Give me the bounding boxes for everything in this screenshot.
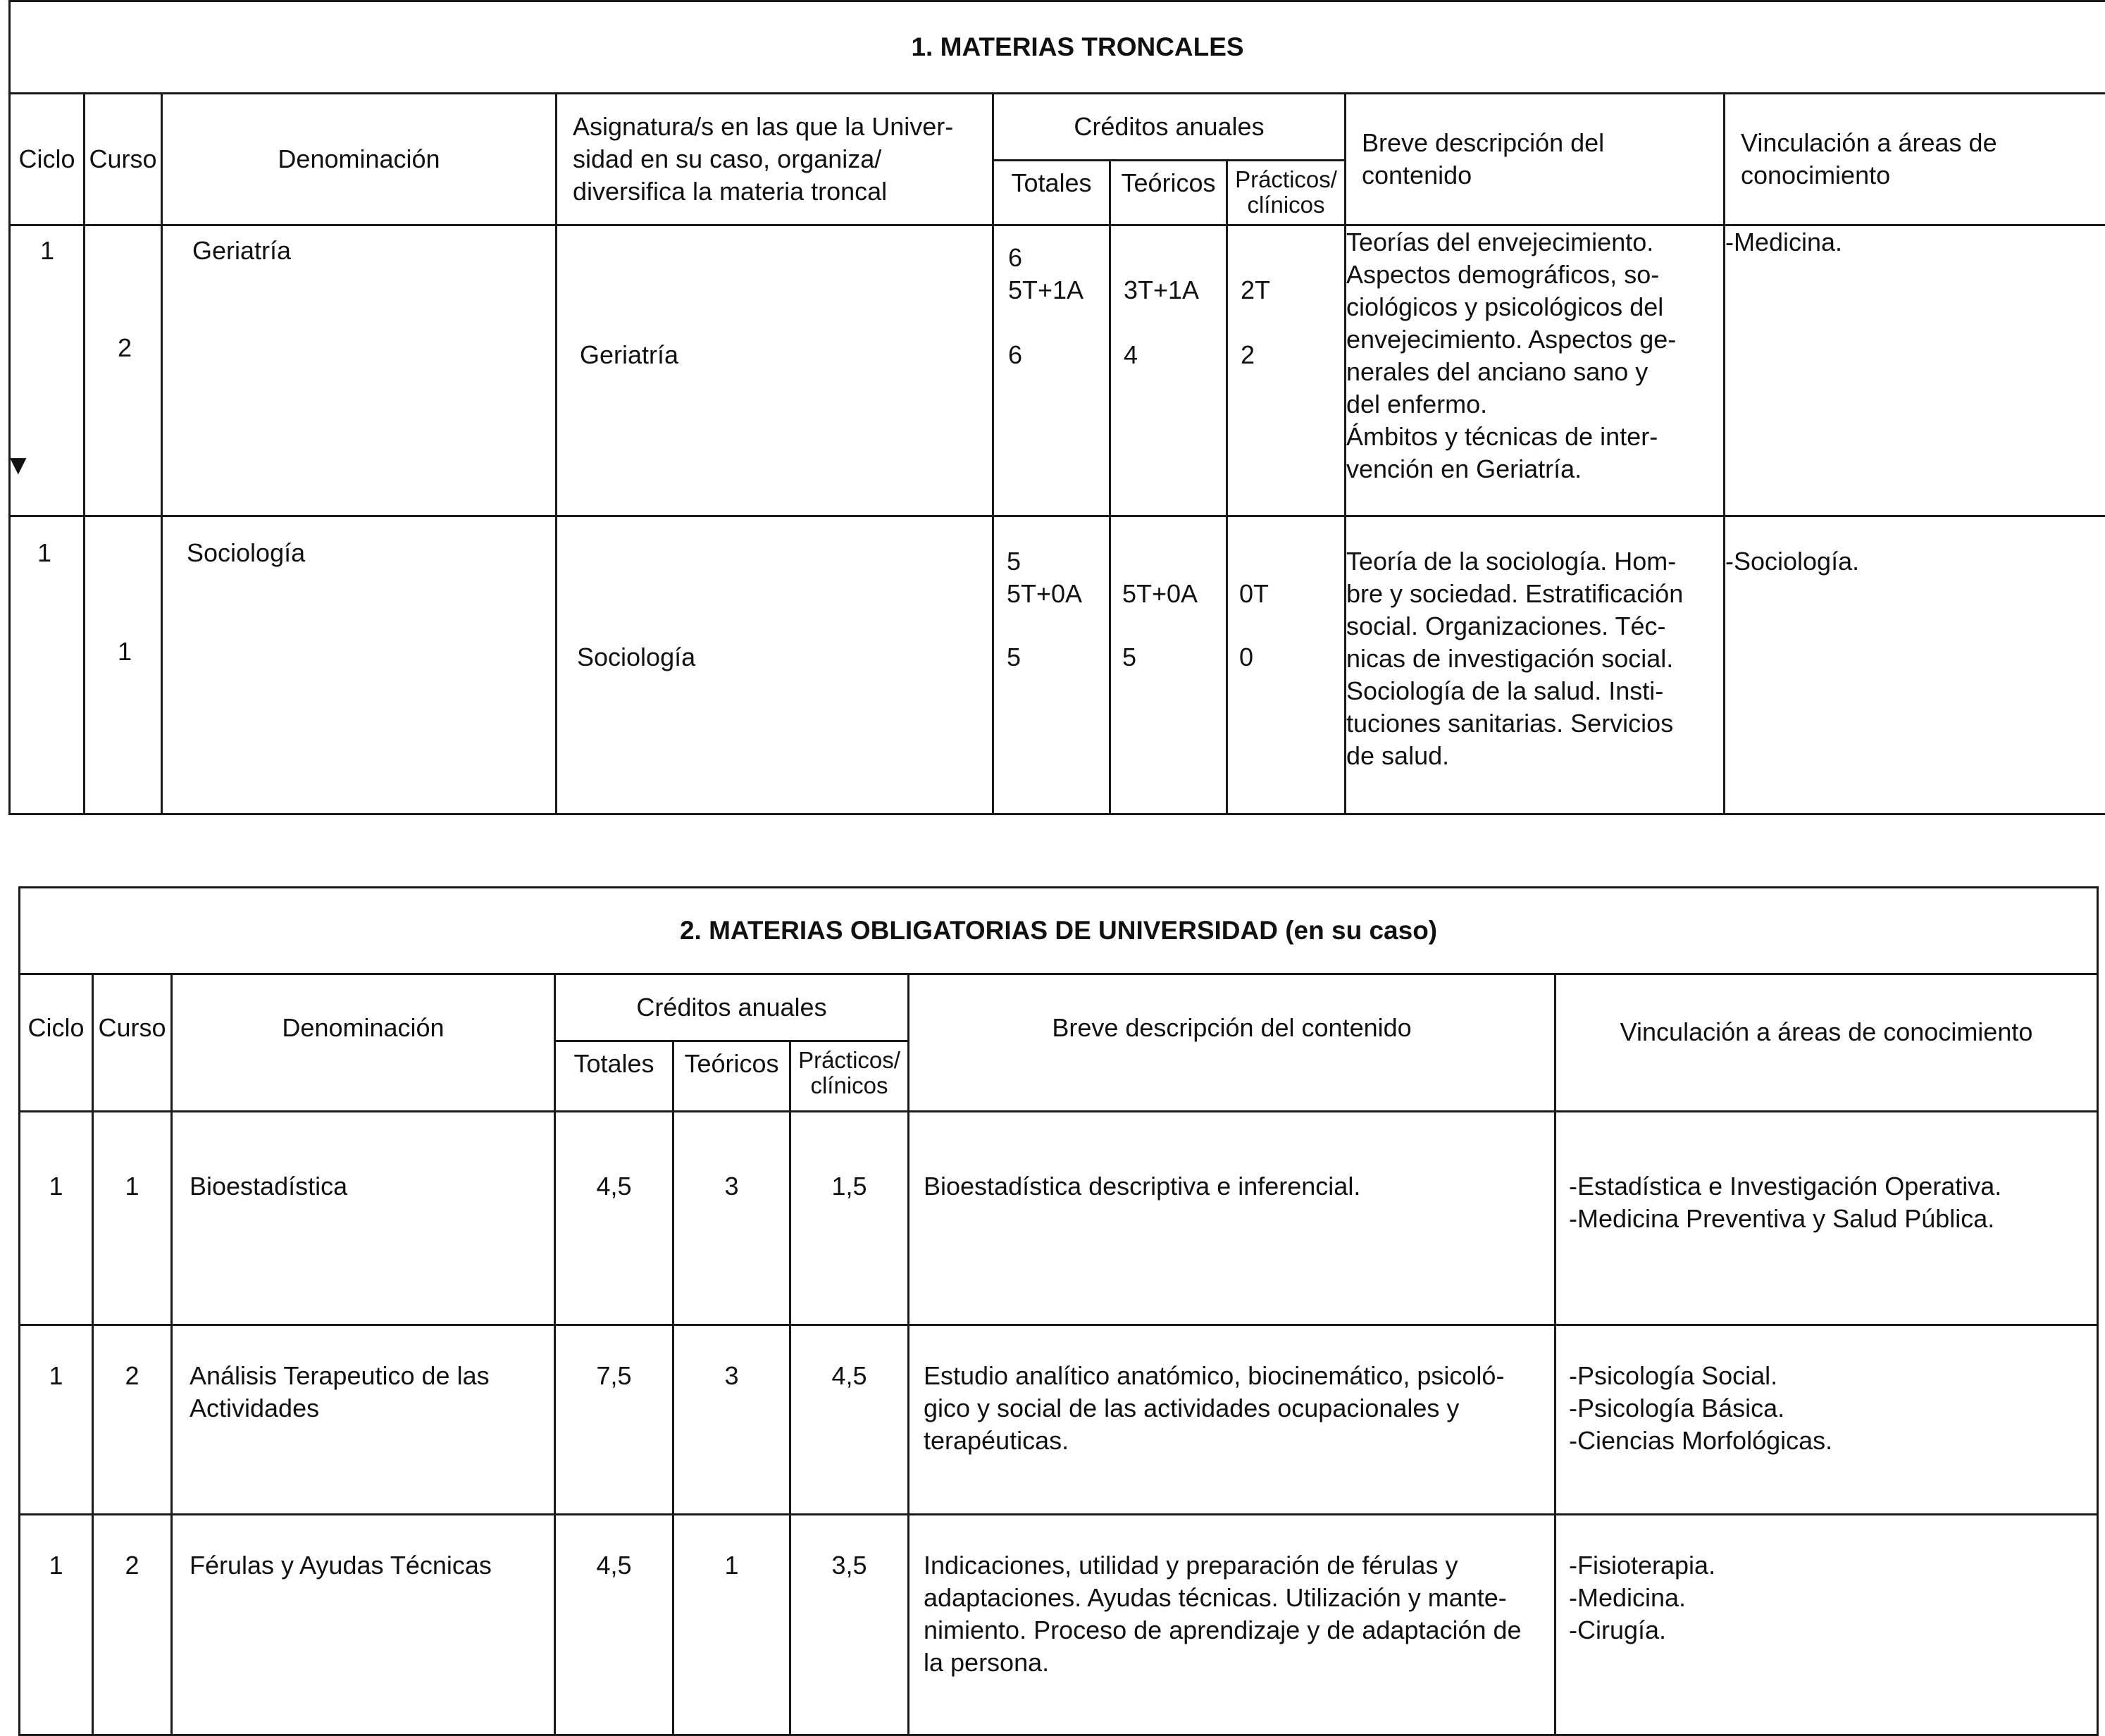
table-row <box>10 516 2105 814</box>
cell-totales: 6 5T+1A 6 <box>993 225 1110 516</box>
cell-descripcion: Indicaciones, utilidad y preparación de férulas y adaptaciones. Ayudas técnicas. Utilización y mante- nimiento. Proceso de aprendizaje y de adaptación de la persona. <box>909 1515 1556 1735</box>
margin-arrow-mark: ▼ <box>4 451 32 479</box>
table-row <box>20 1112 2098 1325</box>
cell-descripcion: Estudio analítico anatómico, biocinemático, psicoló- gico y social de las actividades ocupacionales y terapéuticas. <box>909 1325 1556 1515</box>
cell-totales: 7,5 <box>555 1325 673 1515</box>
cell-practicos: 0T 0 <box>1227 516 1346 814</box>
table1-title: 1. MATERIAS TRONCALES <box>10 1 2105 94</box>
cell-asignatura: Sociología <box>557 516 993 814</box>
header-totales: Totales <box>993 161 1110 225</box>
header-curso: Curso <box>93 974 172 1112</box>
cell-teoricos: 3T+1A 4 <box>1110 225 1227 516</box>
cell-practicos: 3,5 <box>790 1515 909 1735</box>
header-practicos: Prácticos/ clínicos <box>1227 161 1346 225</box>
header-practicos: Prácticos/ clínicos <box>790 1041 909 1112</box>
cell-denominacion: Sociología <box>162 516 557 814</box>
header-ciclo: Ciclo <box>20 974 93 1112</box>
cell-practicos: 4,5 <box>790 1325 909 1515</box>
cell-totales: 5 5T+0A 5 <box>993 516 1110 814</box>
cell-curso: 1 <box>93 1112 172 1325</box>
cell-practicos: 1,5 <box>790 1112 909 1325</box>
header-denominacion: Denominación <box>172 974 555 1112</box>
cell-descripcion: Bioestadística descriptiva e inferencial. <box>909 1112 1556 1325</box>
cell-vinculacion: -Sociología. <box>1725 516 2105 814</box>
cell-teoricos: 3 <box>673 1325 790 1515</box>
header-teoricos: Teóricos <box>673 1041 790 1112</box>
cell-ciclo: 1 <box>20 1112 93 1325</box>
header-curso: Curso <box>85 94 162 225</box>
header-vinculacion: Vinculación a áreas de conocimiento <box>1556 974 2098 1112</box>
cell-totales: 4,5 <box>555 1112 673 1325</box>
materias-obligatorias-table <box>18 886 2099 1736</box>
cell-practicos: 2T 2 <box>1227 225 1346 516</box>
cell-vinculacion: -Estadística e Investigación Operativa. -Medicina Preventiva y Salud Pública. <box>1556 1112 2098 1325</box>
table2-title: 2. MATERIAS OBLIGATORIAS DE UNIVERSIDAD (en su caso) <box>20 888 2098 974</box>
table-row <box>20 1515 2098 1735</box>
cell-denominacion: Bioestadística <box>172 1112 555 1325</box>
header-totales: Totales <box>555 1041 673 1112</box>
header-descripcion: Breve descripción del contenido <box>1346 94 1725 225</box>
cell-totales: 4,5 <box>555 1515 673 1735</box>
cell-vinculacion: -Medicina. <box>1725 225 2105 516</box>
cell-curso: 2 <box>93 1325 172 1515</box>
cell-curso: 2 <box>93 1515 172 1735</box>
cell-descripcion: Teoría de la sociología. Hom- bre y sociedad. Estratificación social. Organizaciones. Téc- nicas de investigación social. Sociología de la salud. Insti- tuciones sanitarias. Servicios de salud. <box>1346 516 1725 814</box>
cell-vinculacion: -Fisioterapia. -Medicina. -Cirugía. <box>1556 1515 2098 1735</box>
cell-teoricos: 1 <box>673 1515 790 1735</box>
cell-denominacion: Geriatría <box>162 225 557 516</box>
cell-ciclo: 1 <box>20 1515 93 1735</box>
cell-vinculacion: -Psicología Social. -Psicología Básica. -Ciencias Morfológicas. <box>1556 1325 2098 1515</box>
cell-ciclo: 1 <box>10 516 85 814</box>
header-vinculacion: Vinculación a áreas de conocimiento <box>1725 94 2105 225</box>
cell-asignatura: Geriatría <box>557 225 993 516</box>
cell-curso: 1 <box>85 516 162 814</box>
header-asignatura: Asignatura/s en las que la Univer- sidad en su caso, organiza/ diversifica la materia troncal <box>557 94 993 225</box>
cell-teoricos: 5T+0A 5 <box>1110 516 1227 814</box>
cell-ciclo: 1 <box>10 225 85 516</box>
header-ciclo: Ciclo <box>10 94 85 225</box>
header-denominacion: Denominación <box>162 94 557 225</box>
cell-teoricos: 3 <box>673 1112 790 1325</box>
table-row <box>20 1325 2098 1515</box>
cell-denominacion: Férulas y Ayudas Técnicas <box>172 1515 555 1735</box>
materias-troncales-table <box>8 0 2105 815</box>
cell-ciclo: 1 <box>20 1325 93 1515</box>
table-row <box>10 225 2105 516</box>
cell-denominacion: Análisis Terapeutico de las Actividades <box>172 1325 555 1515</box>
cell-curso: 2 <box>85 225 162 516</box>
cell-descripcion: Teorías del envejecimiento. Aspectos demográficos, so- ciológicos y psicológicos del envejecimiento. Aspectos ge- nerales del anciano sano y del enfermo. Ámbitos y técnicas de inter- vención en Geriatría. <box>1346 225 1725 516</box>
header-creditos-anuales: Créditos anuales <box>993 94 1346 161</box>
header-teoricos: Teóricos <box>1110 161 1227 225</box>
header-creditos-anuales: Créditos anuales <box>555 974 909 1041</box>
header-descripcion: Breve descripción del contenido <box>909 974 1556 1112</box>
